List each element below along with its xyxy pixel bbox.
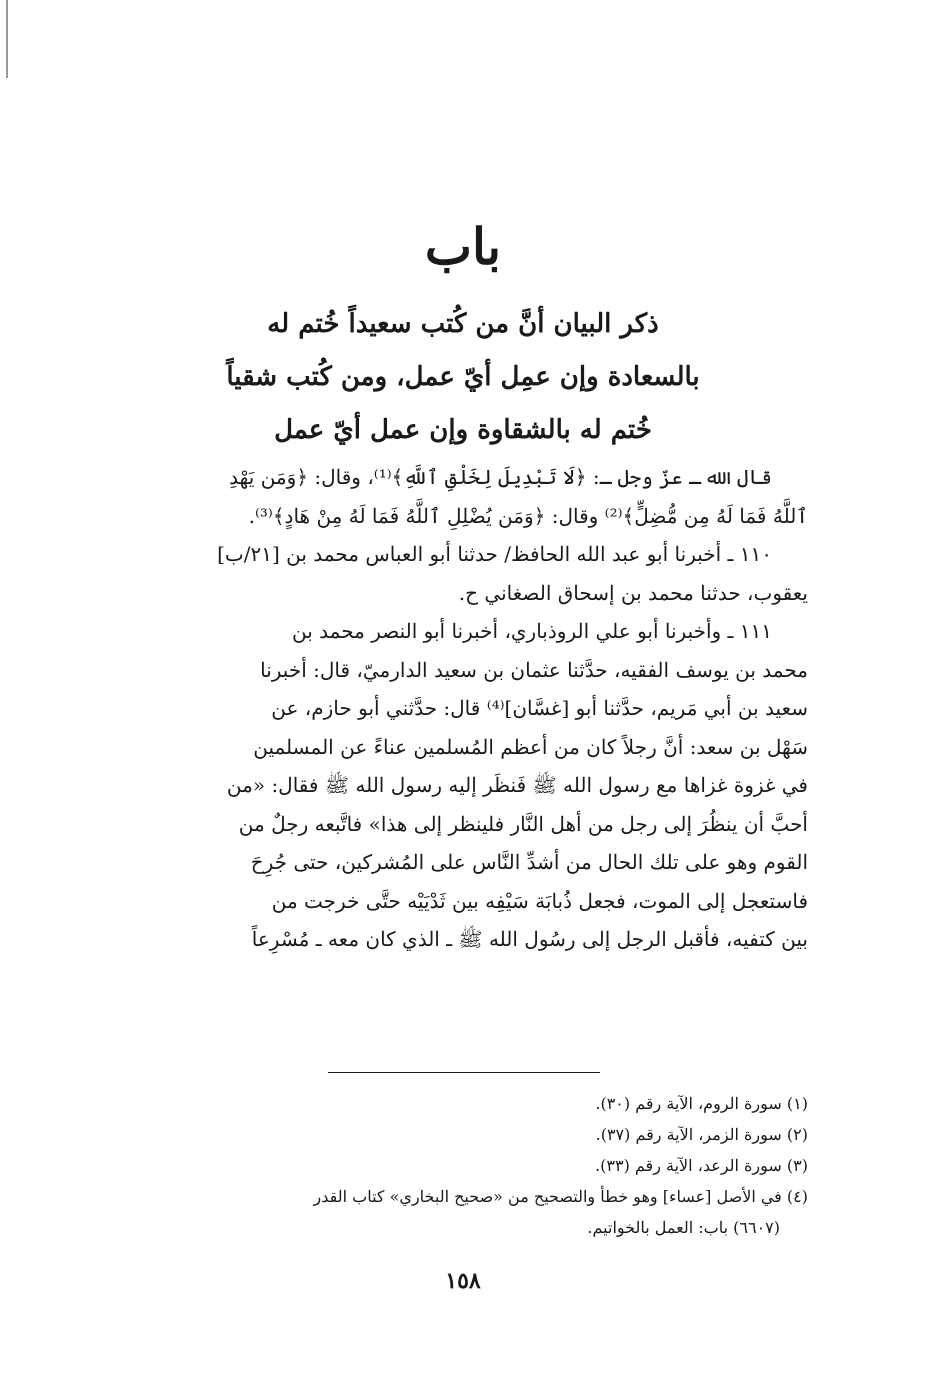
body-line: بين كتفيه، فأقبل الرجل إلى رسُول الله ﷺ ـ الذي كان معه ـ مُسْرِعاً bbox=[251, 927, 808, 951]
body-line: القوم وهو على تلك الحال من أشدِّ النَّاس على المُشركين، حتى جُرِحَ bbox=[250, 850, 808, 874]
body-line: ١١١ ـ وأخبرنا أبو علي الروذباري، أخبرنا أبو النصر محمد بن bbox=[292, 619, 772, 643]
footnote: (١) سورة الروم، الآية رقم (٣٠). bbox=[595, 1094, 808, 1113]
body-line: أحبَّ أن ينظُرَ إلى رجل من أهل النَّار فلينظر إلى هذا» فاتَّبعه رجلٌ من bbox=[238, 811, 808, 836]
body-line: محمد بن يوسف الفقيه، حدَّثنا عثمان بن سعيد الدارميّ، قال: أخبرنا bbox=[260, 657, 808, 682]
page-number: ١٥٨ bbox=[445, 1268, 481, 1294]
body-line: سعيد بن أبي مَريم، حدَّثنا أبو [غسَّان]⁽⁴⁾ قال: حدَّثني أبو حازم، عن bbox=[271, 696, 808, 720]
book-page bbox=[118, 0, 808, 1383]
footnote-continuation: (٦٦٠٧) باب: العمل بالخواتيم. bbox=[587, 1218, 780, 1237]
chapter-subtitle bbox=[118, 298, 808, 457]
subtitle-line: ذكر البيان أنَّ من كُتب سعيداً خُتم له bbox=[267, 309, 659, 339]
footnote: (٢) سورة الزمر، الآية رقم (٣٧). bbox=[595, 1125, 808, 1144]
body-text bbox=[118, 458, 808, 959]
footnotes bbox=[118, 1088, 808, 1243]
subtitle-line: بالسعادة وإن عمِل أيّ عمل، ومن كُتب شقياً bbox=[226, 362, 700, 392]
body-line: فاستعجل إلى الموت، فجعل ذُبابَة سَيْفِه بين ثَدْيَيْه حتَّى خرجت من bbox=[271, 888, 808, 913]
body-line: ٱللَّهُ فَمَا لَهُ مِن مُّضِلٍّ﴾⁽²⁾ وقال: ﴿وَمَن يُضْلِلِ ٱللَّهُ فَمَا لَهُ مِنْ هَادٍ﴾⁽³⁾. bbox=[248, 503, 808, 528]
body-line: ١١٠ ـ أخبرنا أبو عبد الله الحافظ/ حدثنا أبو العباس محمد بن [٢١/ب] bbox=[217, 542, 772, 566]
body-line: يعقوب، حدثنا محمد بن إسحاق الصغاني ح. bbox=[458, 580, 808, 605]
subtitle-line: خُتم له بالشقاوة وإن عمل أيّ عمل bbox=[274, 415, 652, 445]
body-line: قال الله ـ عزّ وجل ـ: ﴿لَا تَبْدِيلَ لِخَلْقِ ٱللَّهِ﴾⁽¹⁾، وقال: ﴿وَمَن يَهْدِ bbox=[229, 465, 772, 489]
body-line: سَهْل بن سعد: أنَّ رجلاً كان من أعظم المُسلمين عناءً عن المسلمين bbox=[253, 734, 808, 759]
scan-edge-mark bbox=[6, 0, 8, 78]
body-line: في غزوة غزاها مع رسول الله ﷺ فَنظَر إليه رسول الله ﷺ فقال: «من bbox=[226, 773, 808, 797]
footnote-divider bbox=[328, 1072, 600, 1073]
chapter-title: باب bbox=[424, 217, 502, 276]
footnote: (٤) في الأصل [عساء] وهو خطأ والتصحيح من «صحيح البخاري» كتاب القدر bbox=[313, 1187, 808, 1206]
footnote: (٣) سورة الرعد، الآية رقم (٣٣). bbox=[595, 1156, 808, 1175]
